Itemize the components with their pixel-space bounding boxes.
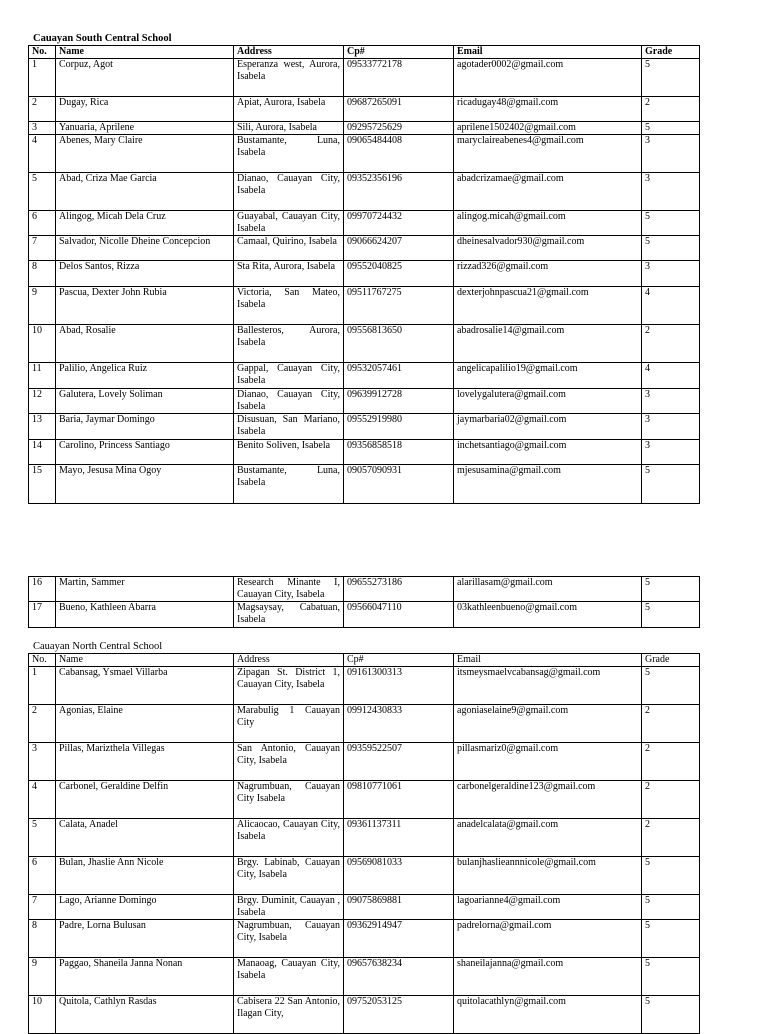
header-row (29, 46, 700, 59)
address: Apiat, Aurora, Isabela (234, 97, 344, 122)
address: Marabulig 1 Cauayan City (234, 705, 344, 743)
phone-number: 09657638234 (344, 958, 454, 996)
phone-number: 09533772178 (344, 59, 454, 97)
grade-level: 3 (642, 440, 700, 465)
email[interactable]: inchetsantiago@gmail.com (454, 440, 642, 465)
student-name: Salvador, Nicolle Dheine Concepcion (56, 236, 234, 261)
table-row (29, 577, 700, 602)
row-number: 10 (29, 996, 56, 1034)
email[interactable]: angelicapalilio19@gmail.com (454, 363, 642, 389)
row-number: 8 (29, 261, 56, 287)
email[interactable]: abadcrizamae@gmail.com (454, 173, 642, 211)
student-name: Galutera, Lovely Soliman (56, 389, 234, 414)
address: Zipagan St. District 1, Cauayan City, Isabela (234, 667, 344, 705)
table-south-central-continued (28, 576, 700, 628)
address: Dianao, Cauayan City, Isabela (234, 173, 344, 211)
address: Esperanza west, Aurora, Isabela (234, 59, 344, 97)
column-header-phone-number: Cp# (344, 654, 454, 667)
grade-level: 2 (642, 781, 700, 819)
row-number: 13 (29, 414, 56, 440)
phone-number: 09556813650 (344, 325, 454, 363)
email[interactable]: agotader0002@gmail.com (454, 59, 642, 97)
grade-level: 5 (642, 920, 700, 958)
row-number: 17 (29, 602, 56, 628)
table-row (29, 819, 700, 857)
table-row (29, 920, 700, 958)
table-row (29, 236, 700, 261)
table-row (29, 389, 700, 414)
phone-number: 09057090931 (344, 465, 454, 504)
address: San Antonio, Cauayan City, Isabela (234, 743, 344, 781)
grade-level: 5 (642, 211, 700, 236)
phone-number: 09552919980 (344, 414, 454, 440)
table-row (29, 602, 700, 628)
student-name: Carolino, Princess Santiago (56, 440, 234, 465)
table-row (29, 440, 700, 465)
table-row (29, 958, 700, 996)
email[interactable]: dexterjohnpascua21@gmail.com (454, 287, 642, 325)
grade-level: 5 (642, 465, 700, 504)
phone-number: 09066624207 (344, 236, 454, 261)
column-header-email: Email (454, 654, 642, 667)
grade-level: 5 (642, 895, 700, 920)
student-name: Paggao, Shaneila Janna Nonan (56, 958, 234, 996)
email[interactable]: aprilene1502402@gmail.com (454, 122, 642, 135)
row-number: 3 (29, 122, 56, 135)
email[interactable]: lovelygalutera@gmail.com (454, 389, 642, 414)
row-number: 16 (29, 577, 56, 602)
address: Bustamante, Luna, Isabela (234, 465, 344, 504)
table-row (29, 59, 700, 97)
email[interactable]: rizzad326@gmail.com (454, 261, 642, 287)
column-header-row-number: No. (29, 654, 56, 667)
row-number: 14 (29, 440, 56, 465)
grade-level: 2 (642, 705, 700, 743)
phone-number: 09352356196 (344, 173, 454, 211)
table-row (29, 705, 700, 743)
table-row (29, 173, 700, 211)
table-row (29, 414, 700, 440)
phone-number: 09552040825 (344, 261, 454, 287)
phone-number: 09295725629 (344, 122, 454, 135)
student-name: Calata, Anadel (56, 819, 234, 857)
address: Brgy. Duminit, Cauayan , Isabela (234, 895, 344, 920)
address: Disusuan, San Mariano, Isabela (234, 414, 344, 440)
email[interactable]: pillasmariz0@gmail.com (454, 743, 642, 781)
email[interactable]: jaymarbaria02@gmail.com (454, 414, 642, 440)
grade-level: 2 (642, 97, 700, 122)
address: Benito Soliven, Isabela (234, 440, 344, 465)
email[interactable]: carbonelgeraldine123@gmail.com (454, 781, 642, 819)
table-north-central (28, 653, 700, 1034)
student-name: Yanuaria, Aprilene (56, 122, 234, 135)
address: Magsaysay, Cabatuan, Isabela (234, 602, 344, 628)
grade-level: 3 (642, 261, 700, 287)
phone-number: 09970724432 (344, 211, 454, 236)
column-header-address: Address (234, 46, 344, 59)
column-header-row-number: No. (29, 46, 56, 59)
column-header-grade-level: Grade (642, 654, 700, 667)
student-name: Abad, Rosalie (56, 325, 234, 363)
address: Nagrumbuan, Cauayan City, Isabela (234, 920, 344, 958)
row-number: 8 (29, 920, 56, 958)
email[interactable]: ricadugay48@gmail.com (454, 97, 642, 122)
section-title-south: Cauayan South Central School (33, 33, 172, 44)
table-row (29, 135, 700, 173)
row-number: 3 (29, 743, 56, 781)
student-name: Cabansag, Ysmael Villarba (56, 667, 234, 705)
row-number: 15 (29, 465, 56, 504)
student-name: Corpuz, Agot (56, 59, 234, 97)
column-header-student-name: Name (56, 46, 234, 59)
grade-level: 5 (642, 236, 700, 261)
phone-number: 09569081033 (344, 857, 454, 895)
row-number: 6 (29, 857, 56, 895)
phone-number: 09532057461 (344, 363, 454, 389)
grade-level: 3 (642, 389, 700, 414)
section-title-north: Cauayan North Central School (33, 641, 163, 652)
address: Brgy. Labinab, Cauayan City, Isabela (234, 857, 344, 895)
column-header-email: Email (454, 46, 642, 59)
grade-level: 5 (642, 958, 700, 996)
grade-level: 5 (642, 667, 700, 705)
row-number: 10 (29, 325, 56, 363)
table-row (29, 465, 700, 504)
row-number: 7 (29, 895, 56, 920)
address: Guayabal, Cauayan City, Isabela (234, 211, 344, 236)
student-name: Carbonel, Geraldine Delfin (56, 781, 234, 819)
row-number: 1 (29, 59, 56, 97)
email[interactable]: maryclaireabenes4@gmail.com (454, 135, 642, 173)
phone-number: 09065484408 (344, 135, 454, 173)
table-south-central (28, 45, 700, 504)
table-row (29, 857, 700, 895)
table-row (29, 996, 700, 1034)
row-number: 7 (29, 236, 56, 261)
grade-level: 3 (642, 135, 700, 173)
grade-level: 5 (642, 577, 700, 602)
address: Ballesteros, Aurora, Isabela (234, 325, 344, 363)
address: Camaal, Quirino, Isabela (234, 236, 344, 261)
email[interactable]: anadelcalata@gmail.com (454, 819, 642, 857)
student-name: Bueno, Kathleen Abarra (56, 602, 234, 628)
phone-number: 09655273186 (344, 577, 454, 602)
grade-level: 5 (642, 996, 700, 1034)
phone-number: 09362914947 (344, 920, 454, 958)
grade-level: 5 (642, 857, 700, 895)
table-row (29, 363, 700, 389)
row-number: 9 (29, 958, 56, 996)
student-name: Alingog, Micah Dela Cruz (56, 211, 234, 236)
email[interactable]: dheinesalvador930@gmail.com (454, 236, 642, 261)
column-header-grade-level: Grade (642, 46, 700, 59)
address: Sili, Aurora, Isabela (234, 122, 344, 135)
table-row (29, 211, 700, 236)
row-number: 11 (29, 363, 56, 389)
phone-number: 09075869881 (344, 895, 454, 920)
grade-level: 5 (642, 122, 700, 135)
student-name: Abad, Criza Mae Garcia (56, 173, 234, 211)
row-number: 6 (29, 211, 56, 236)
row-number: 12 (29, 389, 56, 414)
grade-level: 3 (642, 173, 700, 211)
student-name: Pascua, Dexter John Rubia (56, 287, 234, 325)
row-number: 5 (29, 819, 56, 857)
email[interactable]: alingog.micah@gmail.com (454, 211, 642, 236)
table-row (29, 743, 700, 781)
row-number: 1 (29, 667, 56, 705)
row-number: 2 (29, 705, 56, 743)
phone-number: 09356858518 (344, 440, 454, 465)
phone-number: 09511767275 (344, 287, 454, 325)
email[interactable]: lagoarianne4@gmail.com (454, 895, 642, 920)
email[interactable]: shaneilajanna@gmail.com (454, 958, 642, 996)
email[interactable]: mjesusamina@gmail.com (454, 465, 642, 504)
student-name: Mayo, Jesusa Mina Ogoy (56, 465, 234, 504)
email[interactable]: agoniaselaine9@gmail.com (454, 705, 642, 743)
grade-level: 2 (642, 743, 700, 781)
email[interactable]: padrelorna@gmail.com (454, 920, 642, 958)
email[interactable]: itsmeysmaelvcabansag@gmail.com (454, 667, 642, 705)
phone-number: 09639912728 (344, 389, 454, 414)
table-row (29, 122, 700, 135)
address: Dianao, Cauayan City, Isabela (234, 389, 344, 414)
phone-number: 09687265091 (344, 97, 454, 122)
email[interactable]: alarillasam@gmail.com (454, 577, 642, 602)
student-name: Bulan, Jhaslie Ann Nicole (56, 857, 234, 895)
address: Research Minante I, Cauayan City, Isabela (234, 577, 344, 602)
row-number: 4 (29, 781, 56, 819)
student-name: Padre, Lorna Bulusan (56, 920, 234, 958)
grade-level: 3 (642, 414, 700, 440)
student-name: Palilio, Angelica Ruiz (56, 363, 234, 389)
address: Nagrumbuan, Cauayan City Isabela (234, 781, 344, 819)
phone-number: 09912430833 (344, 705, 454, 743)
phone-number: 09810771061 (344, 781, 454, 819)
table-row (29, 781, 700, 819)
header-row (29, 654, 700, 667)
address: Cabisera 22 San Antonio, Ilagan City, (234, 996, 344, 1034)
table-row (29, 895, 700, 920)
address: Alicaocao, Cauayan City, Isabela (234, 819, 344, 857)
phone-number: 09566047110 (344, 602, 454, 628)
phone-number: 09752053125 (344, 996, 454, 1034)
grade-level: 4 (642, 287, 700, 325)
grade-level: 2 (642, 819, 700, 857)
student-name: Quitola, Cathlyn Rasdas (56, 996, 234, 1034)
table-row (29, 261, 700, 287)
row-number: 4 (29, 135, 56, 173)
address: Bustamante, Luna, Isabela (234, 135, 344, 173)
address: Victoria, San Mateo, Isabela (234, 287, 344, 325)
grade-level: 4 (642, 363, 700, 389)
column-header-phone-number: Cp# (344, 46, 454, 59)
phone-number: 09359522507 (344, 743, 454, 781)
column-header-address: Address (234, 654, 344, 667)
student-name: Abenes, Mary Claire (56, 135, 234, 173)
row-number: 9 (29, 287, 56, 325)
student-name: Lago, Arianne Domingo (56, 895, 234, 920)
student-name: Dugay, Rica (56, 97, 234, 122)
student-name: Baria, Jaymar Domingo (56, 414, 234, 440)
column-header-student-name: Name (56, 654, 234, 667)
email[interactable]: 03kathleenbueno@gmail.com (454, 602, 642, 628)
email[interactable]: abadrosalie14@gmail.com (454, 325, 642, 363)
row-number: 5 (29, 173, 56, 211)
phone-number: 09361137311 (344, 819, 454, 857)
address: Manaoag, Cauayan City, Isabela (234, 958, 344, 996)
student-name: Agonias, Elaine (56, 705, 234, 743)
table-row (29, 97, 700, 122)
student-name: Pillas, Marizthela Villegas (56, 743, 234, 781)
address: Sta Rita, Aurora, Isabela (234, 261, 344, 287)
email[interactable]: quitolacathlyn@gmail.com (454, 996, 642, 1034)
grade-level: 5 (642, 602, 700, 628)
grade-level: 5 (642, 59, 700, 97)
phone-number: 09161300313 (344, 667, 454, 705)
row-number: 2 (29, 97, 56, 122)
address: Gappal, Cauayan City, Isabela (234, 363, 344, 389)
email[interactable]: bulanjhaslieannnicole@gmail.com (454, 857, 642, 895)
student-name: Delos Santos, Rizza (56, 261, 234, 287)
grade-level: 2 (642, 325, 700, 363)
table-row (29, 667, 700, 705)
table-row (29, 325, 700, 363)
table-row (29, 287, 700, 325)
student-name: Martin, Sammer (56, 577, 234, 602)
